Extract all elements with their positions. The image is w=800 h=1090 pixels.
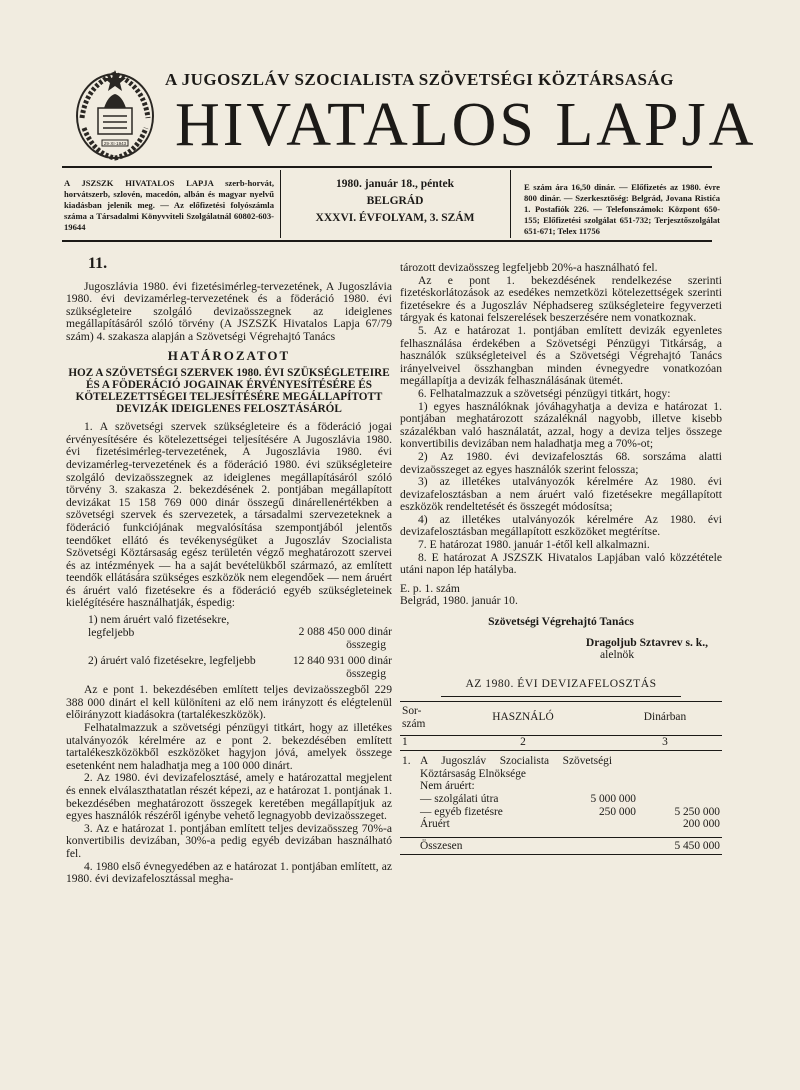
col-header-row-num-a: Sor- bbox=[402, 705, 422, 718]
paragraph-2: Az e pont 1. bekezdésében említett teljes devizaösszegből 229 388 000 dinárt el kell különíteni az elő nem irányzott és elégtelenül előirányzott kiadásokra (tartalékeszközök). bbox=[66, 683, 392, 722]
emblem-date: 29·XI·1943 bbox=[103, 141, 127, 146]
row-amount: 200 000 bbox=[682, 818, 720, 831]
paragraph-1: 1. A szövetségi szervek szükségleteire és a föderáció jogai érvényesítésére és kötelezettségei teljesítésére A Jugoszlávia 1980. évi fizetésimérleg-tervezetének, A Jugoszlávia 1980. évi devizamérleg-tervezetének és a föderáció 1980. évi szükségleteire szolgáló devizaösszegnek az ideiglenes megállapításáról szóló törvény 3. szakasza 2. bekezdésének 2. pontjában megállapított devizákat 15 158 769 000 dinár összegű dinárellenértékben a szövetségi szervek és szervezetek, a társadalmi szervezeteknek a föderáció funkciójának megvalósítása szempontjából jelentős teendőket ellátó és tevékenységüket a Jugoszláv Szocialista Szövetségi Köztársaság egész területén végző meghatározott szervei és az intézmények — ha a saját bevételükből származó, az említett teendők ellátására szükséges eszközök nem elegendőek — nem áruért és áruért való fizetésekre és a föderáció egyéb szükségleteinek kielégítésére használhatják, éspedig: bbox=[66, 420, 392, 610]
table-body bbox=[400, 755, 722, 831]
right-paragraph-1: tározott devizaösszeg legfeljebb 20%-a használható fel. bbox=[400, 261, 658, 274]
masthead-title: HIVATALOS LAPJA bbox=[175, 91, 757, 159]
header-divider-right bbox=[510, 170, 511, 238]
entry-2-amount: 12 840 931 000 dinár bbox=[292, 654, 392, 668]
intro-paragraph: Jugoszlávia 1980. évi fizetésimérleg-tervezetének, A Jugoszlávia 1980. évi devizamérleg-tervezetének és a föderáció 1980. évi szükségleteire szolgáló devizaösszegnek az ideiglenes megállapításáról szóló törvény (A JSZSZK Hivatalos Lapja 67/79 szám) 4. szakasza alapján a Szövetségi Végrehajtó Tanács bbox=[66, 279, 392, 343]
decision-title: HATÁROZATOT bbox=[167, 347, 291, 363]
entry-1 bbox=[88, 614, 392, 651]
row-label: Áruért bbox=[420, 818, 450, 831]
right-paragraph-8: 4) az illetékes utalványozók kérelmére Az 1980. évi devizafelosztásban megállapított eszközöket megtérítse. bbox=[400, 512, 722, 539]
right-column bbox=[400, 262, 722, 855]
right-paragraph-10: 8. E határozat A JSZSZK Hivatalos Lapjában való közzététele utáni napon lép hatályba. bbox=[400, 550, 722, 577]
table-row bbox=[400, 806, 722, 819]
row-user-name: A Jugoszláv Szocialista Szövetségi Köztársaság Elnöksége bbox=[420, 755, 612, 780]
right-paragraph-2: Az e pont 1. bekezdésének rendelkezése szerinti fizetéskorlátozások az esedékes nemzetközi kötelezettségek szerinti fizetésekre és a Jugoszláv Néphadsereg szükségleteire fegyverzeti tárgyak és katonai felszerelések beszerzésére nem vonatkoznak. bbox=[400, 273, 722, 325]
table-column-numbers bbox=[400, 736, 722, 749]
entry-1-label: 1) nem áruért való fizetésekre, legfeljebb bbox=[88, 613, 230, 639]
total-amount: 5 450 000 bbox=[674, 839, 720, 852]
right-paragraph-6: 2) Az 1980. évi devizafelosztás 68. sorszáma alatti devizaösszeget az egyes használók szerint felossza; bbox=[400, 449, 722, 476]
paragraph-3: Felhatalmazzuk a szövetségi pénzügyi titkárt, hogy az illetékes utalványozók kérelmére az e pont 2. bekezdésében említett tartalékeszközökből eszközöket hagyjon jóvá, amelyek összege esetenként nem haladhatja meg a 100 000 dinárt. bbox=[66, 721, 392, 772]
issue-date: 1980. január 18., péntek bbox=[336, 178, 454, 190]
document-number: 11. bbox=[88, 255, 108, 272]
header-divider-left bbox=[280, 170, 281, 238]
entry-2 bbox=[88, 655, 392, 680]
signer-role: alelnök bbox=[600, 648, 635, 662]
row-amount: 5 250 000 bbox=[674, 805, 720, 818]
col-number-1: 1 bbox=[402, 735, 408, 748]
col-number-3: 3 bbox=[662, 735, 668, 748]
entry-2-unit: összegig bbox=[346, 666, 386, 680]
right-paragraph-4: 6. Felhatalmazzuk a szövetségi pénzügyi titkárt, hogy: bbox=[418, 386, 671, 400]
header-bottom-rule bbox=[62, 240, 712, 242]
issue-city: BELGRÁD bbox=[366, 195, 424, 207]
entry-1-amount: 2 088 450 000 dinár bbox=[298, 625, 392, 639]
council-name: Szövetségi Végrehajtó Tanács bbox=[488, 615, 634, 629]
col-number-2: 2 bbox=[520, 735, 526, 748]
header-publication-info: A JSZSZK HIVATALOS LAPJA szerb-horvát, horvátszerb, szlovén, macedón, albán és magyar nyelvű kiadásban jelenik meg. — Az előfizetési folyószámla száma a Társadalmi Könyvviteli Szolgálatnál 60802-603-19644 bbox=[64, 178, 274, 232]
table-row bbox=[400, 793, 722, 806]
entry-1-unit: összegig bbox=[346, 637, 386, 651]
entry-2-label: 2) áruért való fizetésekre, legfeljebb bbox=[88, 654, 256, 668]
table-row bbox=[400, 818, 722, 831]
masthead-subtitle: A JUGOSZLÁV SZOCIALISTA SZÖVETSÉGI KÖZTÁRSASÁG bbox=[165, 70, 674, 89]
paragraph-5: 3. Az e határozat 1. pontjában említett teljes devizaösszeg 70%-a konvertibilis devizában, 30%-a pedig egyéb devizában használható fel. bbox=[66, 821, 392, 860]
table-numbers-rule bbox=[400, 750, 722, 751]
row-number: 1. bbox=[402, 755, 411, 768]
row-label: — egyéb fizetésre bbox=[420, 805, 503, 818]
total-label: Összesen bbox=[420, 839, 463, 852]
header-subscription-info: E szám ára 16,50 dinár. — Előfizetés az 1980. évre 800 dinár. — Szerkesztőség: Belgrád, Jovana Ristića 1. Postafiók 226. — Telefonszámok: Központ 650-155; Előfizetési szolgálat 651-732; Terjesztőszolgálat 651-671; Telex 11756 bbox=[524, 182, 720, 236]
header-issue-info bbox=[285, 176, 505, 227]
right-paragraph-3: 5. Az e határozat 1. pontjában említett devizák egyenletes felhasználása érdekében a Szövetségi Pénzügyi Titkárság, a használók szükségleteivel és a Szövetségi Végrehajtó Tanács irányelveivel összhangban minden évnegyedre vonatkozóan megállapítja a devizák felhasználásának ütemét. bbox=[400, 323, 722, 388]
table-row bbox=[400, 780, 722, 793]
paragraph-6: 4. 1980 első évnegyedében az e határozat 1. pontjában említett, az 1980. évi devizafelosztással megha- bbox=[66, 859, 392, 886]
header-top-rule bbox=[62, 166, 712, 168]
col-header-amount: Dinárban bbox=[643, 711, 687, 724]
issue-number: XXXVI. ÉVFOLYAM, 3. SZÁM bbox=[315, 212, 475, 224]
table-title-rule bbox=[441, 696, 681, 697]
table-total bbox=[400, 840, 722, 853]
table-top-rule bbox=[400, 701, 722, 702]
row-category: Nem áruért: bbox=[420, 780, 475, 793]
reference-number: E. p. 1. szám bbox=[400, 581, 460, 595]
allocation-table bbox=[400, 701, 722, 855]
right-paragraph-5: 1) egyes használóknak jóváhagyhatja a deviza e határozat 1. pontjában meghatározott százaléknál nagyobb, illetve kisebb százalékban való használatát, azzal, hogy a deviza teljes összege konvertibilis devizában nem haladhatja meg a 70%-ot; bbox=[400, 399, 722, 451]
right-paragraph-9: 7. E határozat 1980. január 1-étől kell alkalmazni. bbox=[418, 538, 650, 552]
left-column bbox=[66, 255, 392, 886]
coat-of-arms-emblem bbox=[74, 66, 156, 162]
row-label: — szolgálati útra bbox=[420, 792, 499, 805]
row-subamount: 5 000 000 bbox=[590, 792, 636, 805]
decision-heading: HOZ A SZÖVETSÉGI SZERVEK 1980. ÉVI SZÜKSÉGLETEIRE ÉS A FÖDERÁCIÓ JOGAINAK ÉRVÉNYESÍTÉSÉRE ÉS KÖTELEZETTSÉGEI TELJESÍTÉSÉRE MEGÁLLAPÍTOTT DEVIZÁK IDEIGLENES FELOSZTÁSÁRÓL bbox=[68, 367, 390, 416]
signer-name: Dragoljub Sztavrev s. k., bbox=[585, 635, 708, 649]
table-total-rule bbox=[400, 837, 722, 838]
col-header-row-num-b: szám bbox=[402, 718, 426, 730]
table-bottom-rule bbox=[400, 854, 722, 855]
row-subamount: 250 000 bbox=[598, 805, 636, 818]
col-header-user: HASZNÁLÓ bbox=[492, 711, 554, 724]
paragraph-4: 2. Az 1980. évi devizafelosztásé, amely e határozattal megjelent és ennek elválaszthatatlan részét képezi, az e határozat 1. pontjának 1. bekezdésében meghatározott összegek keretében megállapítjuk az egyes használók részéről igénybe vehető legnagyobb devizaösszeget. bbox=[66, 771, 392, 823]
right-paragraph-7: 3) az illetékes utalványozók kérelmére Az 1980. évi devizafelosztásban a nem áruért való fizetésekre megállapított eszközök rendeltetését és összegét módosítsa; bbox=[400, 475, 722, 514]
table-row bbox=[400, 755, 722, 780]
table-header bbox=[400, 705, 722, 730]
col-header-row-num bbox=[400, 705, 438, 730]
table-title: AZ 1980. ÉVI DEVIZAFELOSZTÁS bbox=[465, 676, 657, 690]
place-and-date: Belgrád, 1980. január 10. bbox=[400, 594, 518, 608]
